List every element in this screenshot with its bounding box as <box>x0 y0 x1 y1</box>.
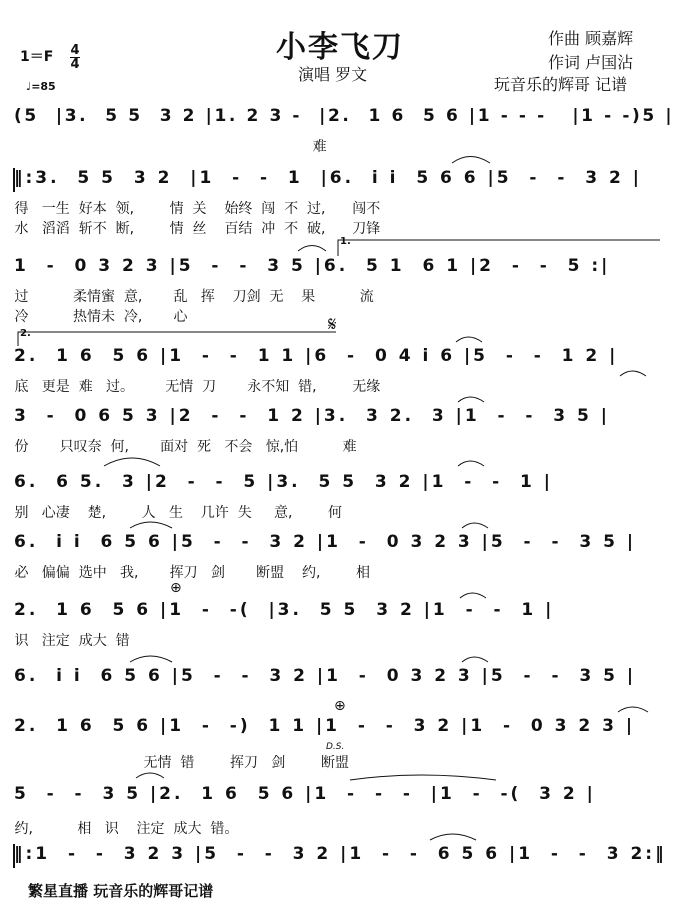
time-signature-bottom: 4 <box>70 57 80 72</box>
song-title: 小李飞刀 <box>276 30 404 65</box>
key-signature: 1＝F <box>20 49 54 65</box>
slur <box>456 337 482 342</box>
composer-credit: 作曲 顾嘉辉 <box>548 29 634 48</box>
triplet-slur <box>130 656 172 662</box>
lyric-line-1: 底 更是 难 过。 无情 刀 永不知 错, 无缘 <box>10 379 381 395</box>
lyric-line-1: 得 一生 好本 领, 情 关 始终 闯 不 过, 闯不 <box>10 201 381 217</box>
time-signature-top: 4 <box>70 43 80 58</box>
slur <box>458 397 484 402</box>
lyric-line-1: 别 心凄 楚, 人 生 几许 失 意, 何 <box>10 505 343 521</box>
lyric-line-1: 必 偏偏 选中 我, 挥刀 剑 断盟 约, 相 <box>10 565 371 581</box>
lyric-line-1: 无情 错 挥刀 剑 断盟 <box>10 755 349 771</box>
slur <box>462 523 488 528</box>
lyric-line-1: 识 注定 成大 错 <box>10 633 130 649</box>
volta-1-bracket <box>338 240 660 256</box>
notation-line: 2. 1 6 5 6 |1 - - 1 1 |6 - 0 4 i 6 |5 - - 1 2 | <box>14 346 619 366</box>
transcriber-credit: 玩音乐的辉哥 记谱 <box>494 75 628 94</box>
notation-line: 6. i i 6 5 6 |5 - - 3 2 |1 - 0 3 2 3 |5 - - 3 5 | <box>14 666 637 686</box>
slur <box>618 707 648 712</box>
tempo-marking: ♩=85 <box>26 80 56 93</box>
ds-marking: D.S. <box>326 742 345 752</box>
slur <box>458 461 484 466</box>
notation-line: 2. 1 6 5 6 |1 - -( |3. 5 5 3 2 |1 - - 1 | <box>14 600 555 620</box>
notation-line: 6. i i 6 5 6 |5 - - 3 2 |1 - 0 3 2 3 |5 - - 3 5 | <box>14 532 637 552</box>
slur <box>298 246 326 252</box>
slur <box>620 371 646 376</box>
slur <box>136 773 164 778</box>
slur <box>104 458 160 466</box>
time-signature <box>70 44 80 71</box>
lyricist-credit: 作词 卢国沾 <box>548 53 634 72</box>
notation-line: 5 - - 3 5 |2. 1 6 5 6 |1 - - - |1 - -( 3 2 | <box>14 784 596 804</box>
notation-line: ‖:1 - - 3 2 3 |5 - - 3 2 |1 - - 6 5 6 |1 - - 3 2:‖ <box>14 844 667 864</box>
notation-line: 3 - 0 6 5 3 |2 - - 1 2 |3. 3 2. 3 |1 - - 3 5 | <box>14 406 611 426</box>
slur <box>462 657 488 662</box>
lyric-line-2: 冷 热情未 冷, 心 <box>10 309 188 325</box>
singer-credit: 演唱 罗文 <box>298 65 368 84</box>
volta-1-label: 1. <box>340 236 351 247</box>
triplet-slur <box>430 834 476 840</box>
lyric-line-1: 份 只叹奈 何, 面对 死 不会 惊,怕 难 <box>10 439 357 455</box>
volta-2-bracket <box>18 332 336 346</box>
coda-sign: ⊕ <box>170 580 182 596</box>
lyric-line-2: 水 滔滔 斩不 断, 情 丝 百结 冲 不 破, 刀锋 <box>10 221 381 237</box>
slur <box>460 593 486 598</box>
notation-line: ‖:3. 5 5 3 2 |1 - - 1 |6. i i 5 6 6 |5 - - 3 2 | <box>14 168 642 188</box>
tie-slur <box>350 775 496 780</box>
notation-line: 6. 6 5. 3 |2 - - 5 |3. 5 5 3 2 |1 - - 1 | <box>14 472 554 492</box>
segno-sign: 𝄋 <box>328 312 337 336</box>
triplet-slur <box>452 157 490 164</box>
notation-line: 1 - 0 3 2 3 |5 - - 3 5 |6. 5 1 6 1 |2 - - 5 :| <box>14 256 611 276</box>
footer-credit: 繁星直播 玩音乐的辉哥记谱 <box>28 882 214 900</box>
notation-line: (5 |3. 5 5 3 2 |1. 2 3 - |2. 1 6 5 6 |1 - - - |1 - -)5 | <box>14 106 675 126</box>
lyric-line-1: 约, 相 识 注定 成大 错。 <box>10 821 239 837</box>
lyric-line-1: 过 柔情蜜 意, 乱 挥 刀剑 无 果 流 <box>10 289 374 305</box>
coda-sign: ⊕ <box>334 698 346 714</box>
triplet-slur <box>130 522 172 528</box>
lyric-line-1: 难 <box>10 139 327 155</box>
volta-2-label: 2. <box>20 328 31 339</box>
notation-line: 2. 1 6 5 6 |1 - -) 1 1 |1 - - 3 2 |1 - 0 3 2 3 | <box>14 716 636 736</box>
